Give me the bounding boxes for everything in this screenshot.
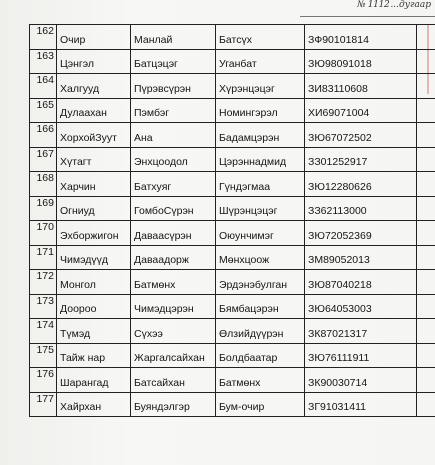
blank-cell — [417, 392, 435, 417]
given-name-cell: Болдбаатар — [216, 343, 305, 368]
table-row — [30, 25, 435, 50]
given-name-cell: Батмөнх — [216, 368, 305, 393]
father-name-cell: Батхуяг — [131, 172, 216, 197]
register-number-cell: ЗЮ64053003 — [305, 294, 417, 319]
father-name-cell: Чимэдцэрэн — [131, 294, 216, 319]
given-name-cell: Эрдэнэбулган — [216, 270, 305, 295]
clan-name-cell: Харчин — [57, 172, 131, 197]
table-row — [30, 392, 435, 417]
table-row — [30, 74, 435, 99]
blank-cell — [417, 221, 435, 246]
register-number-cell: ЗЗ62113000 — [305, 196, 417, 221]
header-note — [357, 0, 431, 10]
blank-cell — [417, 123, 435, 148]
table-row — [30, 49, 435, 74]
given-name-cell: Уганбат — [216, 49, 305, 74]
register-number-cell: ЗЮ67072502 — [305, 123, 417, 148]
row-number-cell: 162 — [30, 25, 57, 50]
table-row — [30, 147, 435, 172]
clan-name-cell: Огниуд — [57, 196, 131, 221]
register-number-cell: ЗЗ01252917 — [305, 147, 417, 172]
register-number-cell: ЗЮ76111911 — [305, 343, 417, 368]
table-row — [30, 98, 435, 123]
row-number-cell: 168 — [30, 172, 57, 197]
row-number-cell: 170 — [30, 221, 57, 246]
given-name-cell: Өлзийдүүрэн — [216, 319, 305, 344]
blank-cell — [417, 343, 435, 368]
table-row — [30, 294, 435, 319]
table-row — [30, 245, 435, 270]
blank-cell — [417, 368, 435, 393]
clan-name-cell: Цэнгэл — [57, 49, 131, 74]
handwritten-number: № 1112 — [356, 0, 390, 10]
father-name-cell: Даваасүрэн — [131, 221, 216, 246]
row-number-cell: 166 — [30, 123, 57, 148]
father-name-cell: Энхцоодол — [131, 147, 216, 172]
father-name-cell: Батсайхан — [131, 368, 216, 393]
table-row — [30, 368, 435, 393]
given-name-cell: Номингэрэл — [216, 98, 305, 123]
register-number-cell: ЗМ89052013 — [305, 245, 417, 270]
register-number-cell: ЗЮ87040218 — [305, 270, 417, 295]
clan-name-cell: Тайж нар — [57, 343, 131, 368]
clan-name-cell: ХорхойЗуут — [57, 123, 131, 148]
header-suffix: ...дугаар — [390, 0, 431, 10]
blank-cell — [417, 172, 435, 197]
clan-name-cell: Очир — [57, 25, 131, 50]
clan-name-cell: Дулаахан — [57, 98, 131, 123]
register-number-cell: ХИ69071004 — [305, 98, 417, 123]
header-rule — [300, 16, 435, 17]
given-name-cell: Шүрэнцэцэг — [216, 196, 305, 221]
blank-cell — [417, 98, 435, 123]
father-name-cell: Батмөнх — [131, 270, 216, 295]
row-number-cell: 167 — [30, 147, 57, 172]
father-name-cell: Жаргалсайхан — [131, 343, 216, 368]
father-name-cell: Батцэцэг — [131, 49, 216, 74]
given-name-cell: Цэрэннадмид — [216, 147, 305, 172]
blank-cell — [417, 319, 435, 344]
row-number-cell: 163 — [30, 49, 57, 74]
father-name-cell: ГомбоСүрэн — [131, 196, 216, 221]
father-name-cell: Ана — [131, 123, 216, 148]
table-row — [30, 123, 435, 148]
register-number-cell: ЗК90030714 — [305, 368, 417, 393]
clan-name-cell: Чимэдүүд — [57, 245, 131, 270]
row-number-cell: 173 — [30, 294, 57, 319]
clan-name-cell: Хүтагт — [57, 147, 131, 172]
register-number-cell: ЗЮ98091018 — [305, 49, 417, 74]
register-number-cell: ЗФ90101814 — [305, 25, 417, 50]
row-number-cell: 165 — [30, 98, 57, 123]
row-number-cell: 174 — [30, 319, 57, 344]
table-row — [30, 343, 435, 368]
clan-name-cell: Хайрхан — [57, 392, 131, 417]
clan-name-cell: Түмэд — [57, 319, 131, 344]
clan-name-cell: Шарангад — [57, 368, 131, 393]
blank-cell — [417, 245, 435, 270]
registry-table-body — [30, 25, 435, 417]
register-number-cell: ЗК87021317 — [305, 319, 417, 344]
row-number-cell: 169 — [30, 196, 57, 221]
father-name-cell: Манлай — [131, 25, 216, 50]
given-name-cell: Батсүх — [216, 25, 305, 50]
blank-cell — [417, 74, 435, 99]
father-name-cell: Пэмбэг — [131, 98, 216, 123]
given-name-cell: Бадамцэрэн — [216, 123, 305, 148]
father-name-cell: Буяндэлгэр — [131, 392, 216, 417]
father-name-cell: Сүхээ — [131, 319, 216, 344]
table-row — [30, 319, 435, 344]
blank-cell — [417, 196, 435, 221]
given-name-cell: Бямбацэрэн — [216, 294, 305, 319]
table-row — [30, 172, 435, 197]
given-name-cell: Оюунчимэг — [216, 221, 305, 246]
register-number-cell: ЗИ83110608 — [305, 74, 417, 99]
given-name-cell: Хүрэнцэцэг — [216, 74, 305, 99]
clan-name-cell: Халгууд — [57, 74, 131, 99]
clan-name-cell: Доороо — [57, 294, 131, 319]
blank-cell — [417, 49, 435, 74]
given-name-cell: Гүндэгмаа — [216, 172, 305, 197]
row-number-cell: 177 — [30, 392, 57, 417]
table-row — [30, 196, 435, 221]
blank-cell — [417, 147, 435, 172]
row-number-cell: 175 — [30, 343, 57, 368]
register-number-cell: ЗГ91031411 — [305, 392, 417, 417]
clan-name-cell: Эхборжигон — [57, 221, 131, 246]
row-number-cell: 164 — [30, 74, 57, 99]
father-name-cell: Даваадорж — [131, 245, 216, 270]
given-name-cell: Мөнхцоож — [216, 245, 305, 270]
given-name-cell: Бум-очир — [216, 392, 305, 417]
father-name-cell: Пүрэвсүрэн — [131, 74, 216, 99]
blank-cell — [417, 294, 435, 319]
clan-name-cell: Монгол — [57, 270, 131, 295]
row-number-cell: 176 — [30, 368, 57, 393]
blank-cell — [417, 270, 435, 295]
blank-cell — [417, 25, 435, 50]
row-number-cell: 171 — [30, 245, 57, 270]
table-row — [30, 221, 435, 246]
registry-table — [29, 24, 435, 417]
register-number-cell: ЗЮ12280626 — [305, 172, 417, 197]
row-number-cell: 172 — [30, 270, 57, 295]
table-row — [30, 270, 435, 295]
register-number-cell: ЗЮ72052369 — [305, 221, 417, 246]
